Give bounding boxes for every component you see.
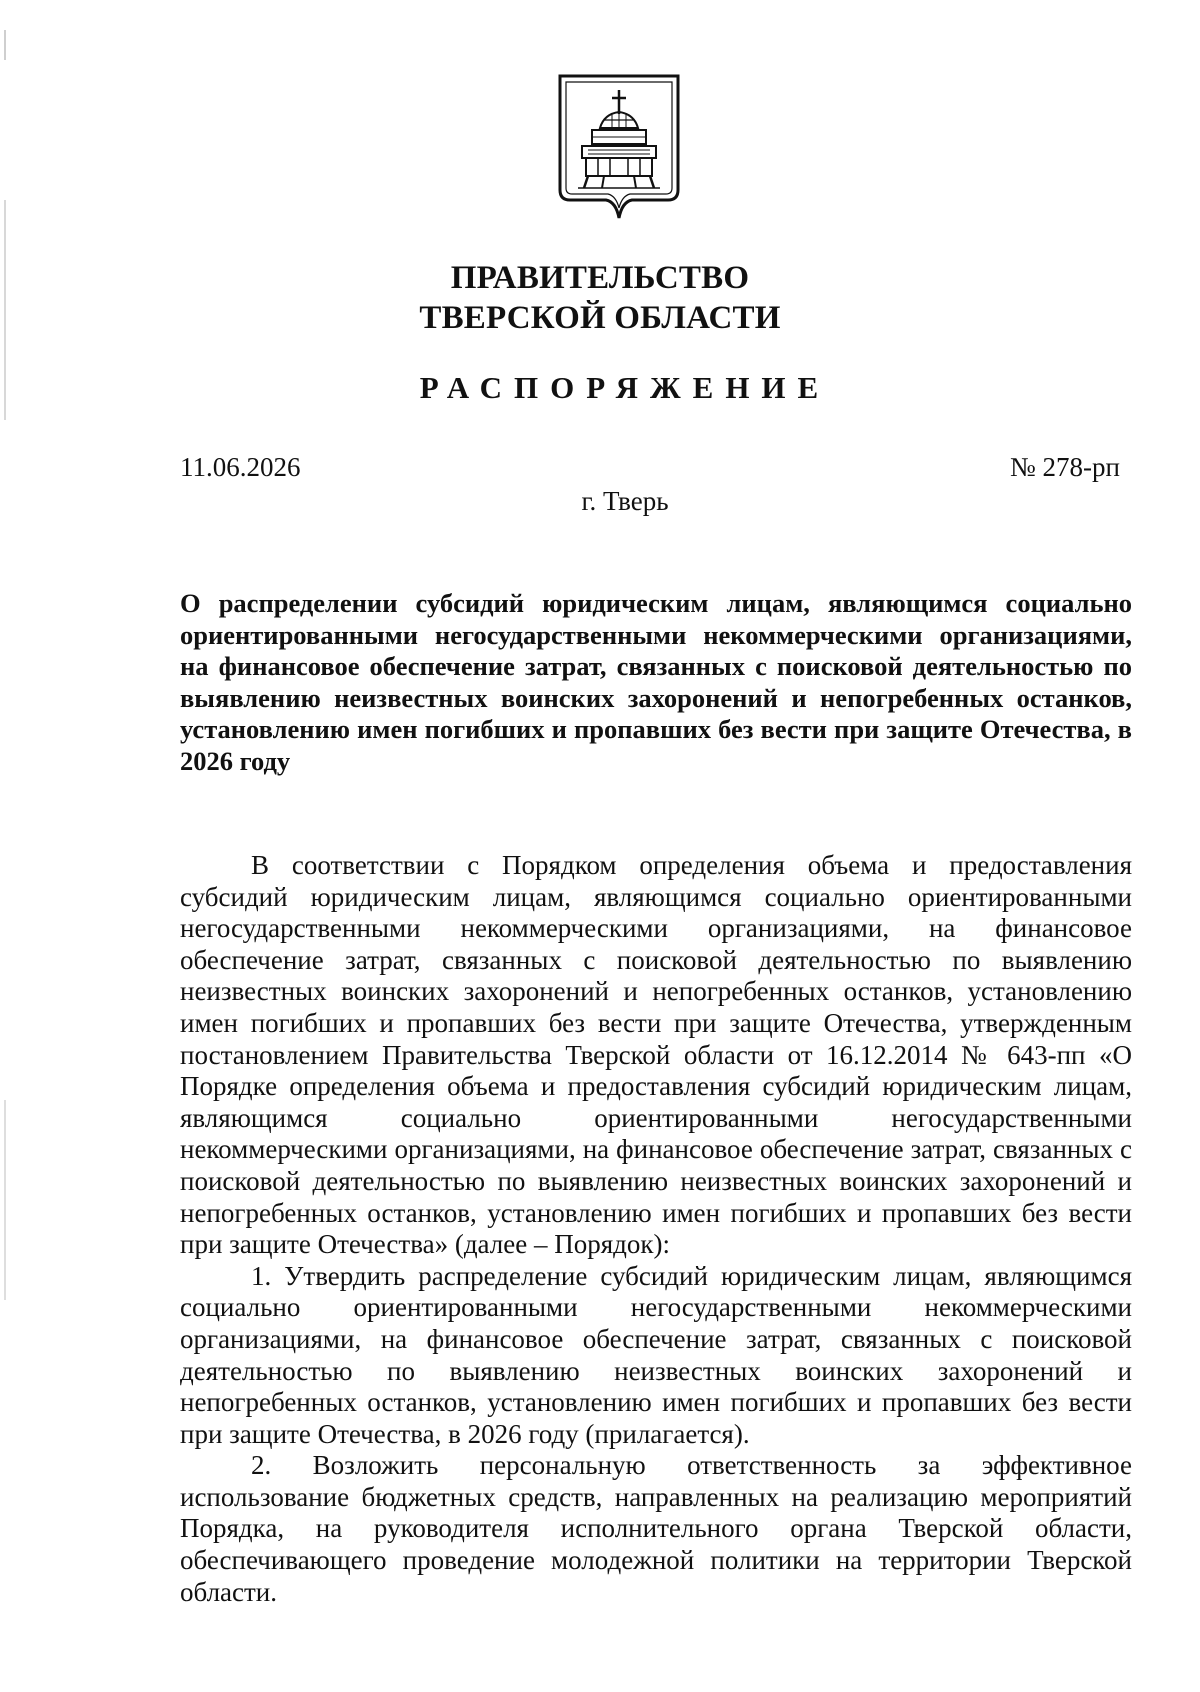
document-number: № 278-рп — [1010, 452, 1120, 482]
document-date: 11.06.2026 — [180, 452, 301, 482]
coat-of-arms-emblem — [556, 72, 682, 232]
preamble-paragraph: В соответствии с Порядком определения объема и предоставления субсидий юридическим лицам, являющимся социально ориентированными негосударственными некоммерческими организациями, на финансовое обеспечение затрат, связанных с поисковой деятельностью по выявлению неизвестных воинских захоронений и непогребенных останков, установлению имен погибших и пропавших без вести при защите Отечества, утвержденным постановлением Правительства Тверской области от 16.12.2014 № 643-пп «О Порядке определения объема и предоставления субсидий юридическим лицам, являющимся социально ориентированными негосударственными некоммерческими организациями, на финансовое обеспечение затрат, связанных с поисковой деятельностью по выявлению неизвестных воинских захоронений и непогребенных останков, установлению имен погибших и пропавших без вести при защите Отечества» (далее – Порядок): — [180, 850, 1132, 1260]
organization-name — [0, 258, 1200, 338]
document-title: О распределении субсидий юридическим лицам, являющимся социально ориентированными негосударственными некоммерческими организациями, на финансовое обеспечение затрат, связанных с поисковой деятельностью по выявлению неизвестных воинских захоронений и непогребенных останков, установлению имен погибших и пропавших без вести при защите Отечества, в 2026 году — [180, 588, 1132, 776]
organization-name-line-2: ТВЕРСКОЙ ОБЛАСТИ — [419, 300, 781, 336]
clause-paragraph-2: 2. Возложить персональную ответственность за эффективное использование бюджетных средств, направленных на реализацию мероприятий Порядка, на руководителя исполнительного органа Тверской области, обеспечивающего проведение молодежной политики на территории Тверской области. — [180, 1450, 1132, 1607]
organization-name-line-1: ПРАВИТЕЛЬСТВО — [450, 260, 750, 296]
clause-paragraph-1: 1. Утвердить распределение субсидий юридическим лицам, являющимся социально ориентированными негосударственными некоммерческими организациями, на финансовое обеспечение затрат, связанных с поисковой деятельностью по выявлению неизвестных воинских захоронений и непогребенных останков, установлению имен погибших и пропавших без вести при защите Отечества, в 2026 году (прилагается). — [180, 1260, 1132, 1449]
document-type-heading: РАСПОРЯЖЕНИЕ — [419, 370, 831, 405]
scan-edge-mark — [4, 0, 6, 1692]
document-place: г. Тверь — [581, 486, 669, 516]
document-body — [180, 850, 1132, 1608]
